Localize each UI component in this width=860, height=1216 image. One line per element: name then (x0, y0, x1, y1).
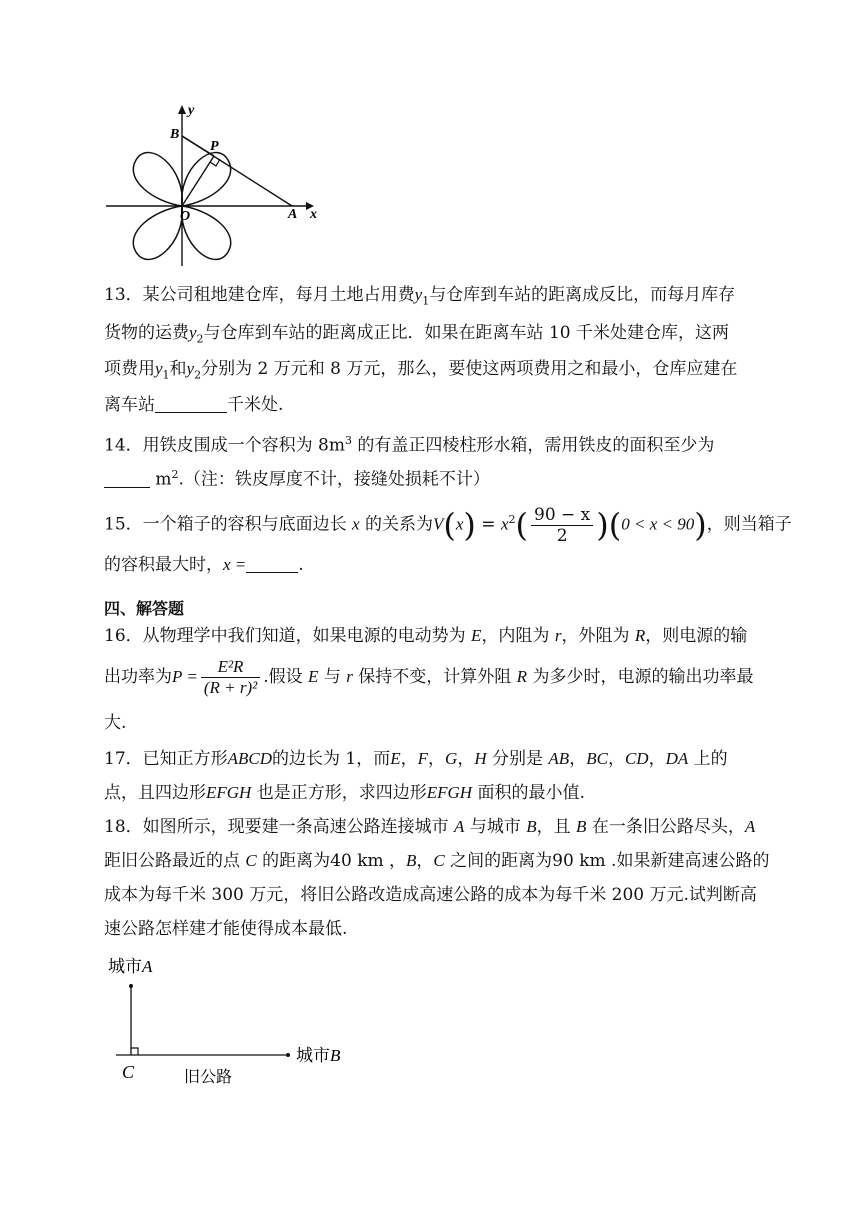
q13-line2: 货物的运费$y_2$与仓库到车站的距离成正比．如果在距离车站 10 千米处建仓库，这两 (104, 323, 729, 346)
old-road-label: 旧公路 (184, 1069, 233, 1086)
figure-road-diagram (100, 950, 360, 1090)
q14-line2: $m^2$.（注：铁皮厚度不计，接缝处损耗不计） (104, 464, 490, 491)
q16-line1: 16．从物理学中我们知道，如果电源的电动势为 E，内阻为 r，外阻为 R，则电源的输 (104, 626, 748, 646)
y-axis-arrow (178, 105, 186, 114)
q15-line1: 15．一个箱子的容积与底面边长 x 的关系为$V(x) = x^2$( $\frac{90 - x}{2}$ )(0 < x < 90)，则当箱子 (104, 504, 792, 546)
q16-line2: 出功率为P = $\frac{\text{E²R}}{\text{(R + r)²}}$ .假设 E 与 r 保持不变，计算外阻 R 为多少时，电源的输出功率最 (104, 657, 754, 697)
q18-line1: 18．如图所示，现要建一条高速公路连接城市 A 与城市 B，且 B 在一条旧公路尽头，A (104, 817, 756, 837)
section-heading: 四、解答题 (104, 599, 185, 618)
city-b-label: 城市B (296, 1046, 341, 1066)
q15-fraction: $\frac{90 - x}{2}$ (531, 505, 593, 546)
q18-line2: 距旧公路最近的点 C 的距离为40 km ，B，C 之间的距离为90 km .如果新建高速公路的 (104, 851, 770, 871)
label-o: O (180, 209, 191, 224)
label-x: x (310, 207, 317, 222)
q17-line1: 17．已知正方形ABCD的边长为 1，而E，F，G，H 分别是 AB，BC，CD，DA 上的 (104, 749, 728, 769)
q14-line1: 14．用铁皮围成一个容积为 $8m^3$ 的有盖正四棱柱形水箱，需用铁皮的面积至少为 (104, 434, 715, 456)
q13-answer-blank[interactable] (155, 394, 227, 413)
label-y: y (188, 103, 195, 118)
figure-rose-curve (100, 98, 330, 270)
q13-line3: 项费用$y_1$和$y_2$分别为 2 万元和 8 万元，那么，要使这两项费用之和最小，仓库应建在 (104, 359, 738, 382)
q18-line4: 速公路怎样建才能使得成本最低. (104, 919, 348, 939)
q16-fraction: $\frac{\text{E²R}}{\text{(R + r)²}}$ (201, 657, 260, 698)
city-a-label: 城市A (108, 957, 153, 977)
segment-op (182, 156, 214, 206)
right-angle-marker-c (131, 1048, 138, 1055)
label-p: P (210, 139, 219, 154)
label-b: B (170, 127, 180, 142)
q15-line2: 的容积最大时，x = . (104, 555, 304, 575)
q13-line1: 13．某公司租地建仓库，每月土地占用费$y_1$与仓库到车站的距离成反比，而每月库存 (104, 285, 736, 308)
q13-line4: 离车站 千米处. (104, 395, 284, 415)
q17-line2: 点，且四边形EFGH 也是正方形，求四边形EFGH 面积的最小值. (104, 783, 585, 803)
label-c: C (122, 1062, 135, 1082)
q16-line3: 大. (104, 713, 127, 733)
q15-answer-blank[interactable] (246, 554, 298, 573)
label-a: A (288, 207, 298, 222)
q18-line3: 成本为每千米 300 万元，将旧公路改造成高速公路的成本为每千米 200 万元.试判断高 (104, 885, 757, 905)
q14-answer-blank[interactable] (104, 469, 150, 488)
city-b-point (286, 1053, 290, 1057)
